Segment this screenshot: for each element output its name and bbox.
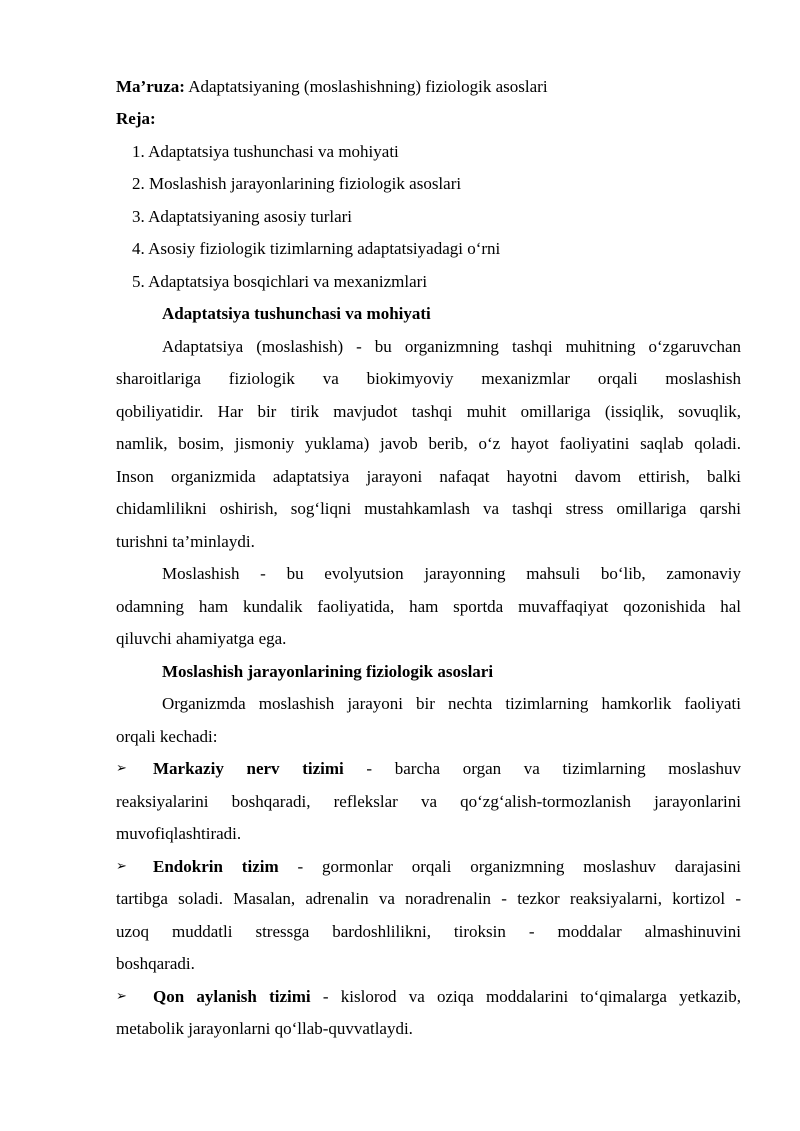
plan-item: 3. Adaptatsiyaning asosiy turlari [132, 207, 353, 226]
bullet-first-line: Endokrin tizim - gormonlar orqali organizmning moslashuv darajasini [153, 857, 741, 876]
paragraph-line: chidamlilikni oshirish, sog‘liqni mustahkamlash va tashqi stress omillariga qarshi [116, 499, 741, 518]
paragraph-line: Adaptatsiya (moslashish) - bu organizmning tashqi muhitning o‘zgaruvchan [162, 337, 741, 356]
plan-item: 5. Adaptatsiya bosqichlari va mexanizmlari [132, 272, 428, 291]
plan-item: 1. Adaptatsiya tushunchasi va mohiyati [132, 142, 399, 161]
bullet-first-line: Qon aylanish tizimi - kislorod va oziqa moddalarini to‘qimalarga yetkazib, [153, 987, 742, 1006]
section-heading: Adaptatsiya tushunchasi va mohiyati [162, 304, 431, 323]
paragraph-line: boshqaradi. [116, 954, 195, 973]
paragraph-line: muvofiqlashtiradi. [116, 824, 242, 843]
paragraph-line: Moslashish - bu evolyutsion jarayonning mahsuli bo‘lib, zamonaviy [162, 564, 741, 583]
paragraph-line: odamning ham kundalik faoliyatida, ham sportda muvaffaqiyat qozonishida hal [116, 597, 741, 616]
arrowhead-bullet-icon: ➢ [116, 761, 127, 776]
arrowhead-bullet-icon: ➢ [116, 989, 127, 1004]
paragraph-line: orqali kechadi: [116, 727, 218, 746]
paragraph-line: reaksiyalarini boshqaradi, reflekslar va qo‘zg‘alish-tormozlanish jarayonlarini [116, 792, 741, 811]
paragraph-line: sharoitlariga fiziologik va biokimyoviy mexanizmlar orqali moslashish [116, 369, 741, 388]
bullet-first-line: Markaziy nerv tizimi - barcha organ va tizimlarning moslashuv [153, 759, 741, 778]
paragraph-line: turishni ta’minlaydi. [116, 532, 255, 551]
paragraph-line: tartibga soladi. Masalan, adrenalin va noradrenalin - tezkor reaksiyalarni, kortizol - [116, 889, 741, 908]
plan-item: 4. Asosiy fiziologik tizimlarning adaptatsiyadagi o‘rni [132, 239, 501, 258]
arrowhead-bullet-icon: ➢ [116, 859, 127, 874]
paragraph-line: uzoq muddatli stressga bardoshlilikni, tiroksin - moddalar almashinuvini [116, 922, 741, 941]
paragraph-line: Inson organizmida adaptatsiya jarayoni nafaqat hayotni davom ettirish, balki [116, 467, 741, 486]
paragraph-line: namlik, bosim, jismoniy yuklama) javob berib, o‘z hayot faoliyatini saqlab qoladi. [116, 434, 741, 453]
lecture-title: Adaptatsiyaning (moslashishning) fiziologik asoslari [188, 77, 548, 96]
lecture-title-line [116, 77, 548, 97]
paragraph-line: qobiliyatidir. Har bir tirik mavjudot tashqi muhit omillariga (issiqlik, sovuqlik, [116, 402, 741, 421]
paragraph-line: qiluvchi ahamiyatga ega. [116, 629, 287, 648]
plan-item: 2. Moslashish jarayonlarining fiziologik asoslari [132, 174, 462, 193]
section-heading: Moslashish jarayonlarining fiziologik asoslari [162, 662, 494, 681]
paragraph-line: metabolik jarayonlarni qo‘llab-quvvatlaydi. [116, 1019, 413, 1038]
plan-label: Reja: [116, 109, 156, 128]
lecture-label: Ma’ruza: [116, 77, 185, 96]
paragraph-line: Organizmda moslashish jarayoni bir nechta tizimlarning hamkorlik faoliyati [162, 694, 741, 713]
